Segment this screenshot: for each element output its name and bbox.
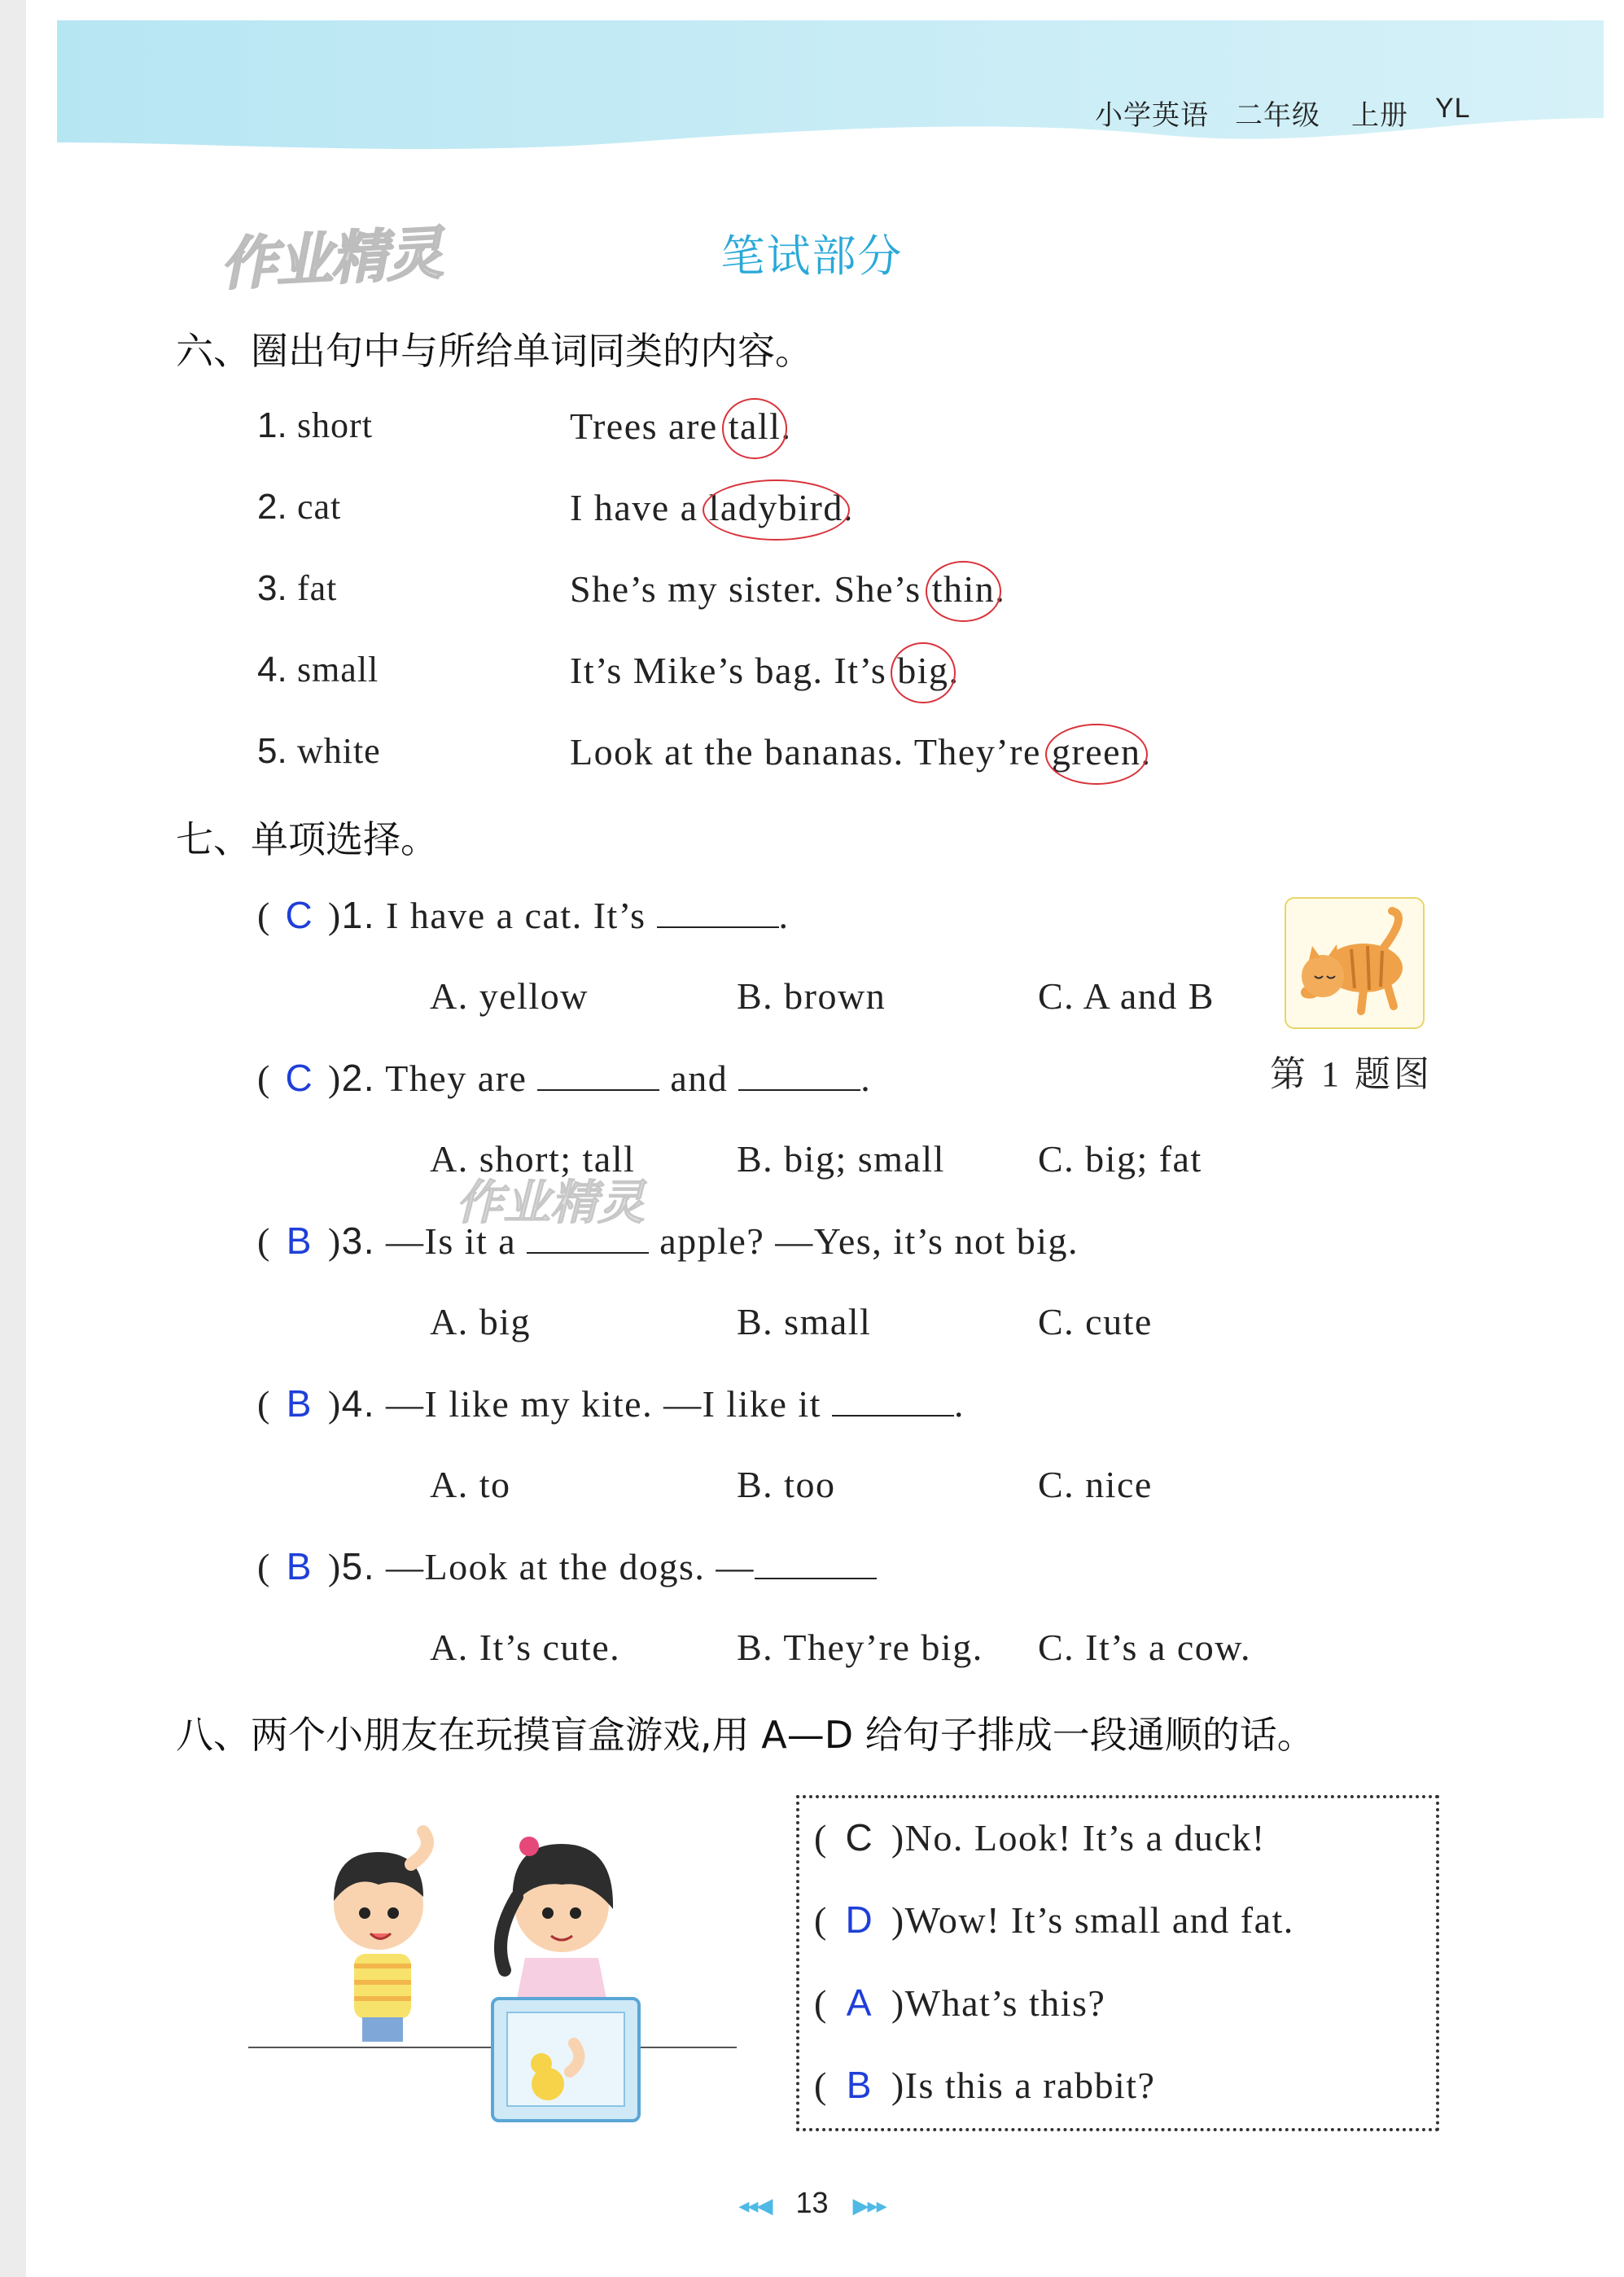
- part8-heading: 八、两个小朋友在玩摸盲盒游戏,用 A—D 给句子排成一段通顺的话。: [176, 1713, 1315, 1757]
- answer-blank: [657, 926, 779, 928]
- mc-question-1: ( C )1. I have a cat. It’s .: [257, 894, 790, 936]
- prev-arrows-icon: ◂◂◀: [738, 2193, 772, 2218]
- part6-item-2-word: 2. cat: [257, 487, 342, 527]
- part6-item-3-word: 3. fat: [257, 568, 338, 608]
- mc-answer: B: [286, 1220, 313, 1262]
- section-title: 笔试部分: [720, 230, 904, 282]
- header-grade: 二年级: [1235, 100, 1320, 131]
- part6-item-5-word: 5. white: [257, 731, 381, 771]
- mc-option: B. They’re big.: [737, 1627, 983, 1668]
- part6-item-2-sentence: I have a ladybird.: [570, 487, 854, 528]
- order-line-1: ( C )No. Look! It’s a duck!: [814, 1816, 1266, 1859]
- header-banner: [57, 20, 1604, 159]
- mc-option: B. big; small: [737, 1138, 945, 1180]
- mc-option: C. A and B: [1038, 975, 1215, 1017]
- header-subject: 小学英语: [1095, 100, 1209, 131]
- mc-answer: B: [286, 1545, 313, 1587]
- answer-blank: [832, 1415, 954, 1417]
- children-illustration: [248, 1799, 753, 2141]
- header-edition: YL: [1435, 93, 1471, 124]
- order-line-2: ( D )Wow! It’s small and fat.: [814, 1898, 1294, 1941]
- watermark-faint: 作业精灵: [456, 1175, 646, 1230]
- answer-blank: [755, 1578, 877, 1579]
- figure-caption: 第 1 题图: [1270, 1054, 1433, 1094]
- mc-option: B. too: [737, 1464, 836, 1505]
- part6-item-4-word: 4. small: [257, 650, 379, 690]
- answer-blank: [738, 1089, 860, 1091]
- mc-option: A. short; tall: [430, 1138, 636, 1180]
- answer-blank: [527, 1252, 649, 1254]
- mc-option: B. brown: [737, 975, 886, 1017]
- mc-option: A. to: [430, 1464, 511, 1505]
- header-volume: 上册: [1351, 100, 1408, 131]
- order-answer: A: [846, 1981, 873, 2024]
- circled-answer: tall: [728, 405, 781, 447]
- part6-heading: 六、圈出句中与所给单词同类的内容。: [176, 329, 812, 373]
- part6-item-5-sentence: Look at the bananas. They’re green.: [570, 731, 1152, 773]
- circled-answer: green: [1051, 731, 1141, 773]
- next-arrows-icon: ▶▸▸: [852, 2193, 886, 2218]
- mc-question-2: ( C )2. They are and .: [257, 1057, 872, 1099]
- mc-answer: C: [285, 1057, 314, 1099]
- mc-option: C. cute: [1038, 1301, 1153, 1342]
- cat-illustration: [1285, 897, 1425, 1029]
- order-answer: C: [845, 1816, 874, 1859]
- order-line-4: ( B )Is this a rabbit?: [814, 2064, 1156, 2106]
- mc-option: A. yellow: [430, 975, 589, 1017]
- part6-item-3-sentence: She’s my sister. She’s thin.: [570, 568, 1006, 610]
- part7-heading: 七、单项选择。: [176, 817, 438, 861]
- mc-option: A. big: [430, 1301, 531, 1342]
- order-line-3: ( A )What’s this?: [814, 1981, 1106, 2024]
- mc-question-4: ( B )4. —I like my kite. —I like it .: [257, 1382, 965, 1425]
- mc-option: B. small: [737, 1301, 872, 1342]
- watermark-logo: 作业精灵: [218, 219, 444, 299]
- page-edge: [0, 0, 26, 2277]
- mc-answer: B: [286, 1382, 313, 1425]
- mc-answer: C: [285, 894, 314, 936]
- mc-option: C. nice: [1038, 1464, 1153, 1505]
- mc-option: C. It’s a cow.: [1038, 1627, 1252, 1668]
- mc-question-3: ( B )3. —Is it a apple? —Yes, it’s not big.: [257, 1220, 1079, 1262]
- answer-blank: [537, 1089, 659, 1091]
- part6-item-4-sentence: It’s Mike’s bag. It’s big.: [570, 650, 960, 691]
- circled-answer: thin: [931, 568, 996, 610]
- mc-question-5: ( B )5. —Look at the dogs. —: [257, 1544, 877, 1588]
- circled-answer: big: [897, 650, 949, 691]
- order-answer: B: [846, 2064, 873, 2106]
- order-answer: D: [845, 1898, 874, 1941]
- page-number: ◂◂◀ 13 ▶▸▸: [738, 2186, 886, 2219]
- part6-item-1-word: 1. short: [257, 405, 373, 445]
- circled-answer: ladybird: [708, 487, 843, 528]
- mc-option: A. It’s cute.: [430, 1627, 621, 1668]
- part6-item-1-sentence: Trees are tall.: [570, 405, 792, 447]
- mc-option: C. big; fat: [1038, 1138, 1202, 1180]
